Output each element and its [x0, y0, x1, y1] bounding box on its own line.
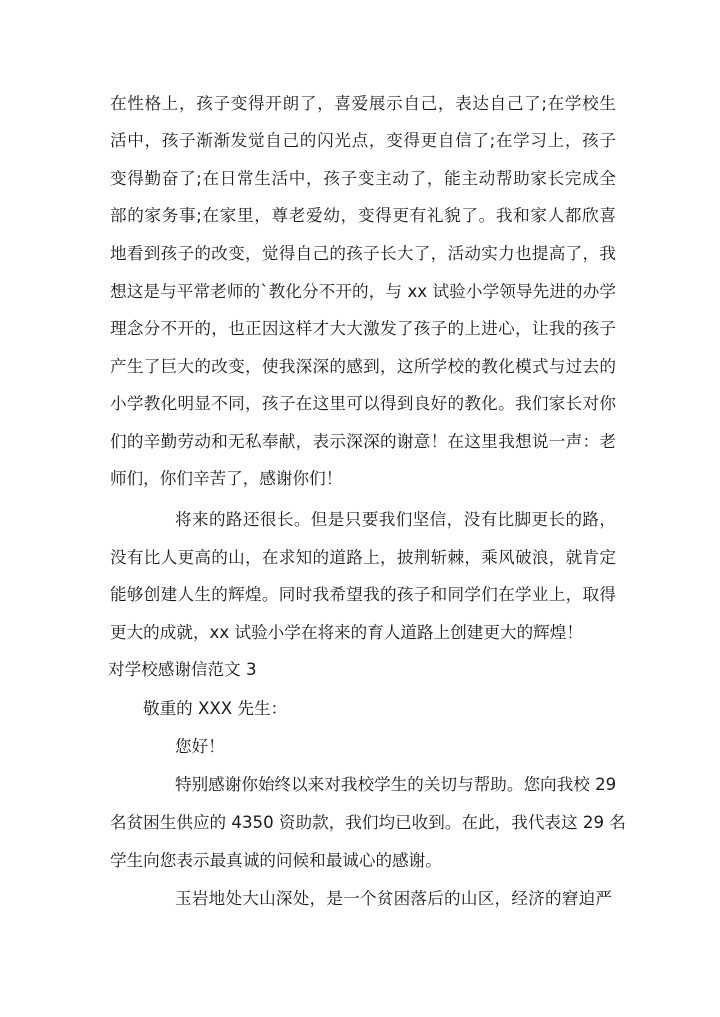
paragraph-1-line-1: 在性格上，孩子变得开朗了，喜爱展示自己，表达自己了;在学校生: [110, 94, 616, 113]
paragraph-1-line-10: 们的辛勤劳动和无私奉献，表示深深的谢意！在这里我想说一声：老: [110, 432, 616, 451]
paragraph-2-line-4: 更大的成就，xx 试验小学在将来的育人道路上创建更大的辉煌！: [110, 623, 583, 642]
paragraph-1-line-11: 师们，你们辛苦了，感谢你们！: [110, 469, 343, 488]
paragraph-3-line-1: 特别感谢你始终以来对我校学生的关切与帮助。您向我校 29: [175, 775, 617, 794]
paragraph-4-line-1: 玉岩地处大山深处，是一个贫困落后的山区，经济的窘迫严: [175, 889, 612, 908]
paragraph-1-line-9: 小学教化明显不同，孩子在这里可以得到良好的教化。我们家长对你: [110, 394, 616, 413]
paragraph-1-line-7: 理念分不开的，也正因这样才大大激发了孩子的上进心，让我的孩子: [110, 319, 616, 338]
paragraph-2-line-2: 没有比人更高的山，在求知的道路上，披荆斩棘，乘风破浪，就肯定: [110, 548, 616, 567]
paragraph-1-line-3: 变得勤奋了;在日常生活中，孩子变主动了，能主动帮助家长完成全: [110, 169, 616, 188]
paragraph-1-line-4: 部的家务事;在家里，尊老爱幼，变得更有礼貌了。我和家人都欣喜: [110, 206, 616, 225]
paragraph-1-line-8: 产生了巨大的改变，使我深深的感到，这所学校的教化模式与过去的: [110, 357, 616, 376]
paragraph-2-line-1: 将来的路还很长。但是只要我们坚信，没有比脚更长的路，: [175, 510, 616, 529]
paragraph-3-line-2: 名贫困生供应的 4350 资助款，我们均已收到。在此，我代表这 29 名: [110, 813, 626, 832]
salutation: 敬重的 XXX 先生：: [143, 699, 288, 718]
paragraph-2-line-3: 能够创建人生的辉煌。同时我希望我的孩子和同学们在学业上，取得: [110, 585, 616, 604]
paragraph-1-line-2: 活中，孩子渐渐发觉自己的闪光点，变得更自信了;在学习上，孩子: [110, 131, 616, 150]
paragraph-1-line-5: 地看到孩子的改变，觉得自己的孩子长大了，活动实力也提高了，我: [110, 244, 616, 263]
paragraph-1-line-6: 想这是与平常老师的`教化分不开的，与 xx 试验小学领导先进的办学: [110, 282, 616, 301]
paragraph-3-line-3: 学生向您表示最真诚的问候和最诚心的感谢。: [110, 851, 442, 870]
section-title: 对学校感谢信范文 3: [108, 660, 257, 679]
greeting: 您好！: [175, 737, 225, 756]
